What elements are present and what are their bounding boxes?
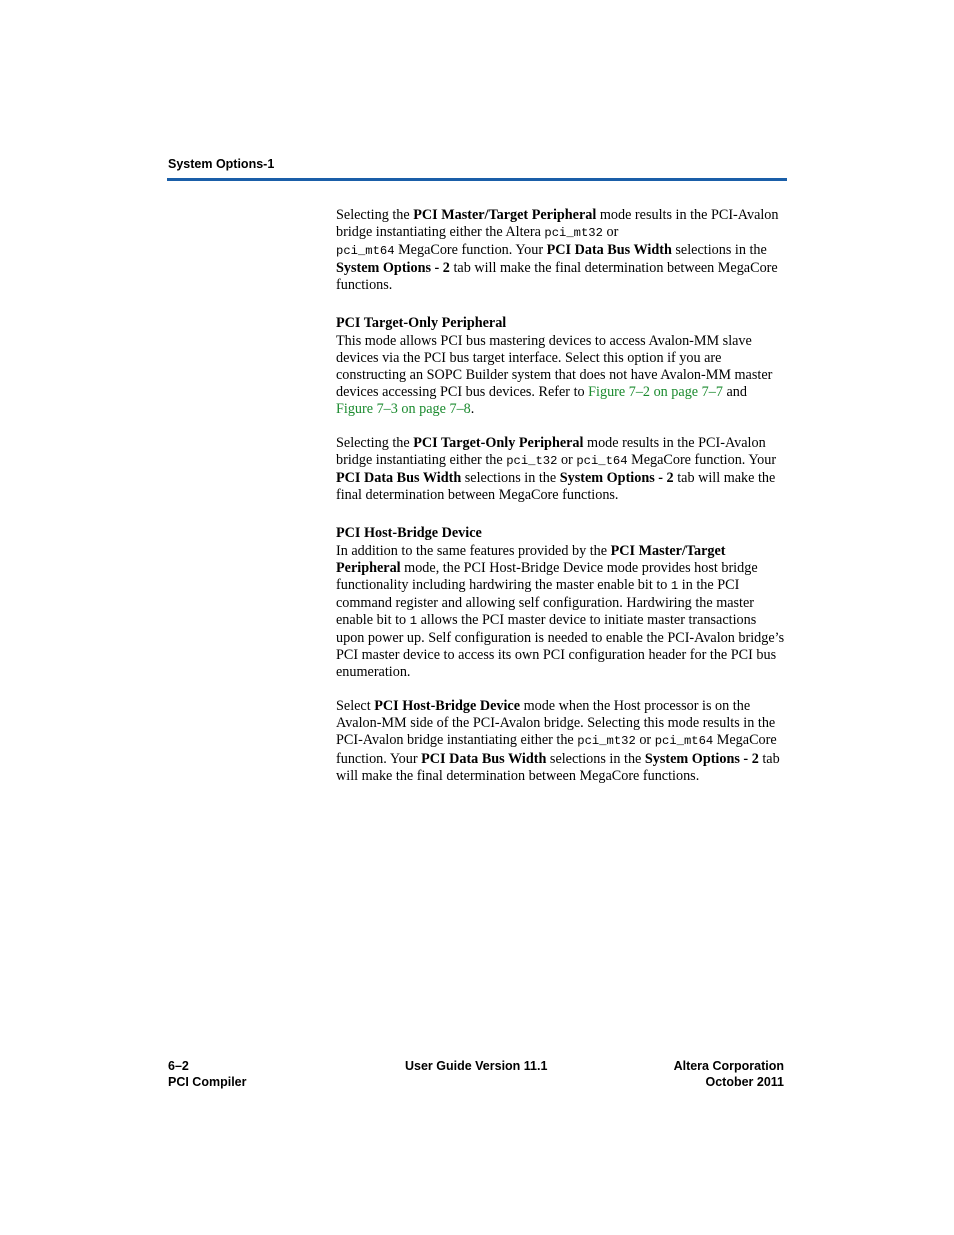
main-content bbox=[336, 207, 786, 785]
text: MegaCore function. Your bbox=[627, 452, 777, 469]
bold-term: System Options - 2 bbox=[644, 750, 759, 767]
text: This mode allows PCI bus mastering devices to access Avalon-MM slave devices via the PCI bus target interface. Select this option if you are constructing an SOPC Builder system that does not have Avalon-MM master devices accessing PCI bus devices. Refer to bbox=[336, 332, 773, 400]
bold-term: PCI Data Bus Width bbox=[336, 470, 462, 487]
code-term: pci_mt64 bbox=[336, 244, 395, 259]
text: and bbox=[722, 383, 747, 400]
text: MegaCore function. Your bbox=[394, 242, 547, 259]
code-term: pci_mt32 bbox=[544, 226, 603, 241]
text: Selecting the bbox=[336, 435, 414, 452]
heading-host-bridge bbox=[336, 525, 786, 542]
heading-target-only bbox=[336, 315, 786, 332]
code-term: pci_mt64 bbox=[654, 734, 714, 749]
text: tab will make the final determination between MegaCore functions. bbox=[336, 260, 778, 294]
bold-term: System Options - 2 bbox=[559, 470, 674, 487]
heading-text: PCI Host-Bridge Device bbox=[336, 525, 482, 542]
bold-term: PCI Target-Only Peripheral bbox=[413, 435, 584, 452]
paragraph-master-target bbox=[336, 207, 786, 294]
text: mode results in the PCI-Avalon bridge instantiating either the bbox=[336, 435, 766, 469]
text: Select bbox=[336, 698, 375, 715]
text: selections in the bbox=[671, 242, 767, 259]
publish-date: October 2011 bbox=[705, 1074, 784, 1089]
code-term: pci_t64 bbox=[576, 454, 628, 469]
footer-center bbox=[405, 1059, 547, 1075]
product-name: PCI Compiler bbox=[168, 1074, 247, 1089]
text: selections in the bbox=[461, 470, 560, 487]
code-term: 1 bbox=[409, 613, 418, 628]
bold-term: PCI Master/Target Peripheral bbox=[336, 542, 726, 576]
text: in the PCI command register and allowing self configuration. Hardwiring the master enable bit to bbox=[336, 576, 755, 628]
paragraph-target-only-desc bbox=[336, 333, 786, 418]
footer-right bbox=[620, 1059, 784, 1090]
text: allows the PCI master device to initiate master transactions upon power up. Self configuration is needed to enable the PCI-Avalon bridge’s PCI master device to access its own PCI configuration header for the PCI bus enumeration. bbox=[336, 611, 785, 681]
running-header-title: System Options-1 bbox=[168, 157, 275, 171]
paragraph-host-bridge-select bbox=[336, 698, 786, 784]
paragraph-target-only-select bbox=[336, 435, 786, 504]
text: tab will make the final determination between MegaCore functions. bbox=[336, 470, 776, 504]
text: mode when the Host processor is on the Avalon-MM side of the PCI-Avalon bridge. Selecting this mode results in the PCI-Avalon bridge instantiating either the bbox=[336, 698, 776, 749]
text: mode results in the PCI-Avalon bridge instantiating either the Altera bbox=[336, 207, 779, 241]
paragraph-host-bridge-desc bbox=[336, 543, 786, 682]
bold-term: PCI Data Bus Width bbox=[546, 242, 672, 259]
bold-term: PCI Data Bus Width bbox=[421, 750, 547, 767]
text: mode, the PCI Host-Bridge Device mode provides host bridge functionality including hardwiring the master enable bit to bbox=[336, 559, 758, 593]
header-rule bbox=[167, 178, 787, 181]
bold-term: PCI Host-Bridge Device bbox=[374, 698, 521, 715]
footer-left bbox=[168, 1059, 247, 1090]
text: In addition to the same features provided by the bbox=[336, 542, 611, 559]
figure-7-2-link[interactable]: Figure 7–2 on page 7–7 bbox=[588, 383, 723, 400]
code-term: pci_t32 bbox=[506, 454, 558, 469]
text: selections in the bbox=[546, 750, 645, 767]
text: . bbox=[470, 400, 475, 417]
text: or bbox=[557, 452, 577, 469]
bold-term: System Options - 2 bbox=[336, 260, 450, 277]
guide-version: User Guide Version 11.1 bbox=[405, 1059, 548, 1073]
page-number: 6–2 bbox=[168, 1059, 189, 1073]
text: MegaCore function. Your bbox=[336, 732, 777, 767]
text: Selecting the bbox=[336, 207, 414, 223]
heading-text: PCI Target-Only Peripheral bbox=[336, 315, 507, 332]
code-term: 1 bbox=[670, 578, 679, 593]
company-name: Altera Corporation bbox=[673, 1059, 784, 1073]
figure-7-3-link[interactable]: Figure 7–3 on page 7–8 bbox=[336, 400, 471, 417]
text: or bbox=[635, 732, 655, 749]
text: or bbox=[602, 224, 619, 241]
text: tab will make the final determination between MegaCore functions. bbox=[336, 750, 780, 784]
bold-term: PCI Master/Target Peripheral bbox=[413, 207, 597, 223]
code-term: pci_mt32 bbox=[577, 734, 636, 749]
